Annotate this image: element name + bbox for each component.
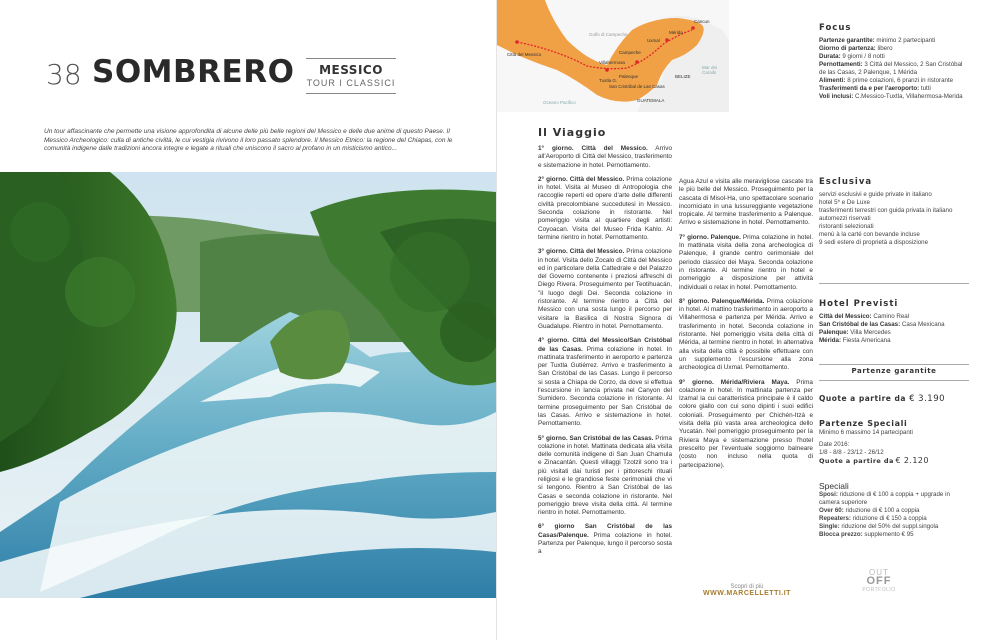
speciali-item-key: Single:	[819, 523, 840, 530]
itinerary-day	[679, 298, 813, 373]
focus-item-key: Durata:	[819, 53, 841, 60]
day-text: Agua Azul e visita alle meravigliose cascate tra le più belle del Messico. Proseguimento per la cascata di Misol-Ha, uno spettacolare scenario incorniciato in una lussureggiante vegetazione tropicale. Al termine trasferimento a Palenque. Arrivo e sistemazione in hotel. Pernottamento.	[679, 178, 813, 227]
hotel-item	[819, 329, 969, 337]
day-heading: 3° giorno. Città del Messico.	[538, 248, 625, 256]
day-text: Prima colazione in hotel. In mattinata visita della zona archeologica di Palenque, il grande centro cerimoniale del periodo classico dei Maya. Seconda colazione in ristorante. Al termine rientro in hotel e pomeriggio a disposizione per attività individuali o relax in hotel. Pernottamento.	[679, 233, 813, 291]
date-label: Date 2016:	[819, 441, 850, 448]
map-label-palenque: Palenque	[619, 74, 639, 79]
focus-item	[819, 77, 969, 85]
day-text: Prima colazione in hotel. Partenza per Palenque, lungo il percorso sosta a	[538, 531, 672, 556]
hotel-item-value: Casa Mexicana	[900, 321, 945, 328]
esclusiva-title: Esclusiva	[819, 177, 873, 187]
esclusiva-item: ristoranti selezionati	[819, 223, 874, 230]
speciali-item	[819, 491, 971, 507]
speciali-item-key: Repeaters:	[819, 515, 851, 522]
speciali-item	[819, 507, 971, 515]
quote-line	[819, 394, 945, 404]
focus-item-value: 8 prime colazioni, 6 pranzi in ristorante	[845, 77, 954, 84]
focus-item	[819, 93, 969, 101]
day-heading: 7° giorno. Palenque.	[679, 233, 741, 241]
day-text: Prima colazione in hotel. In mattinata trasferimento in aeroporto e partenza per Tuxtla Gutiérrez. Arrivo e trasferimento a San Cristóbal de las Casas. Lungo il percorso si sosta a Chiapa de Corzo, da dove si effettua l'escursione in lancia privata nel Canyon del Sumidero. Seconda colazione in ristorante. Al termine proseguimento per San Cristóbal de las Casas. Arrivo e sistemazione in hotel. Pernottamento.	[538, 345, 672, 428]
esclusiva-item: automezzi riservati	[819, 215, 871, 222]
focus-title: Focus	[819, 23, 852, 33]
route-map	[497, 0, 729, 112]
day-heading: 4° giorno. Città del Messico/San Cristóbal de las Casas.	[538, 337, 672, 353]
day-text: Prima colazione in hotel. Visita dello Zocalo di Città del Messico ed in particolare della Cattedrale e del Palazzo del Governo contenente i preziosi affreschi di Diego Rivera. Proseguimento per Teotihuacán, "il luogo degli Dei. Seconda colazione in ristorante. Al termine rientro a Città del Messico con una sosta lungo il percorso per visitare la Basilica di Nostra Signora di Guadalupe. Rientro in hotel. Pernottamento.	[538, 248, 672, 330]
day-text: Prima colazione in hotel. Al mattino trasferimento in aeroporto a Villahermosa e partenza per Mérida. Arrivo e trasferimento in hotel. Seconda colazione in ristorante. Nel pomeriggio visita della città di Mérida, al termine rientro in hotel. In alternativa alla visita della città è possibile effettuare con un supplemento l'escursione alla zona archeologica di Uxmal. Pernottamento.	[679, 297, 813, 372]
speciali-quote-label: Quote a partire da	[819, 457, 894, 465]
hotel-title: Hotel Previsti	[819, 299, 899, 309]
itinerary-day	[538, 176, 672, 242]
focus-item	[819, 37, 969, 45]
speciali-item	[819, 523, 971, 531]
divider	[819, 380, 969, 381]
itinerary-day	[538, 145, 672, 170]
tour-label-box	[306, 58, 396, 94]
speciali-item-key: Over 60:	[819, 507, 844, 514]
hotel-item	[819, 313, 969, 321]
esclusiva-item: trasferimenti terrestri con guida privata in italiano	[819, 207, 953, 214]
hotel-item-key: Palenque:	[819, 329, 849, 336]
brand-title: SOMBRERO	[92, 54, 295, 90]
hotel-item-key: Città del Messico:	[819, 313, 872, 320]
focus-item-key: Trasferimenti da e per l'aeroporto:	[819, 85, 920, 92]
focus-item	[819, 85, 969, 93]
focus-item	[819, 53, 969, 61]
right-page	[496, 0, 992, 640]
focus-item-key: Pernottamenti:	[819, 61, 863, 68]
focus-item-value: minimo 2 partecipanti	[874, 37, 936, 44]
partenze-garantite-title: Partenze garantite	[851, 367, 937, 375]
hotel-item-value: Camino Real	[871, 313, 910, 320]
hotel-item	[819, 321, 969, 329]
tour-type: TOUR I CLASSICI	[306, 78, 396, 88]
itinerary-day	[538, 523, 672, 556]
map-label-villahermosa: Villahermosa	[599, 60, 625, 65]
speciali-item-value: riduzione del 50% del suppl.singola	[839, 523, 939, 530]
map-label-mexico-city: Città del Messico	[507, 52, 542, 57]
focus-item-key: Partenze garantite:	[819, 37, 875, 44]
itinerary-column-2	[679, 178, 813, 476]
focus-item-key: Voli inclusi:	[819, 93, 854, 100]
itinerary-day	[679, 379, 813, 470]
waterfall-photo	[0, 172, 496, 598]
focus-item-value: libero	[875, 45, 893, 52]
itinerary-day	[679, 178, 813, 228]
focus-section	[819, 24, 969, 101]
day-text: Prima colazione in hotel. Visita al Museo di Antropologia che raccoglie reperti ed opere d'arte delle differenti civiltà precolombiane succedutesi in Messico. Seconda colazione in ristorante. Nel pomeriggio visita al quartiere degli artisti: Coyoacan. Visita del Museo Frida Kahlo. Al termine rientro in hotel. Pernottamento.	[538, 175, 672, 241]
hotel-item	[819, 337, 969, 345]
day-heading: 1° giorno. Città del Messico.	[538, 145, 648, 152]
map-label-belize: BELIZE	[675, 74, 691, 79]
focus-item-key: Alimenti:	[819, 77, 846, 84]
intro-text: Un tour affascinante che permette una visione approfondita di alcune delle più belle regioni del Messico e delle due anime di questo Paese. Il Messico Archeologico: culla di antiche civiltà, le cui vestigia rivivono il loro passato splendore. Il Messico Etnico: la regione del Chiapas, con le comunità indigene dalle tradizioni ancora integre e legate a rituali che uniscono il sacro al profano in un misticismo antico...	[44, 128, 453, 152]
hotel-section	[819, 300, 969, 345]
website-link[interactable]: WWW.MARCELLETTI.IT	[703, 590, 791, 597]
itinerary-day	[538, 248, 672, 331]
speciali-item-value: riduzione di € 100 a coppia	[843, 507, 920, 514]
speciali-item-value: supplemento € 95	[862, 531, 914, 538]
page-number: 38	[46, 58, 82, 91]
hotel-item-key: San Cristóbal de las Casas:	[819, 321, 901, 328]
logo-line-2: OFF	[866, 575, 892, 587]
map-label-uxmal: Uxmal	[647, 38, 660, 43]
speciali-item	[819, 531, 971, 539]
speciali-item	[819, 515, 971, 523]
day-heading: 6° giorno San Cristóbal de las Casas/Palenque.	[538, 523, 672, 539]
itinerary-day	[679, 234, 813, 292]
focus-item-key: Giorno di partenza:	[819, 45, 876, 52]
speciali-item-value: riduzione di € 150 a coppia	[850, 515, 927, 522]
itinerary-day	[538, 435, 672, 518]
speciali-item-key: Blocca prezzo:	[819, 531, 863, 538]
logo-line-3: PORTFOLIO	[862, 587, 896, 593]
speciali-quote-price: € 2.120	[895, 456, 929, 465]
map-label-gulf: Golfo di Campeche	[589, 32, 628, 37]
focus-item-value: tutti	[919, 85, 931, 92]
focus-item-value: 3 Città del Messico, 2 San Cristóbal de las Casas, 2 Palenque, 1 Mérida	[819, 61, 963, 76]
day-text: Prima colazione in hotel. In mattinata partenza per Izamal la cui caratteristica principale è il caldo colore giallo con cui sono dipinti i suoi edifici coloniali. Proseguimento per Chichén-Itzá e visita della più vasta area archeologica dello Yucatán. Nel pomeriggio proseguimento per la Riviera Maya e sistemazione presso l'hotel prescelto per l'eventuale soggiorno balneare (costo non incluso nella quota di partecipazione).	[679, 378, 813, 469]
logo-line-1: OUT	[869, 568, 889, 577]
speciali-min: Minimo 6 massimo 14 partecipanti	[819, 429, 913, 436]
map-label-merida: Mérida	[669, 30, 683, 35]
outoff-logo	[859, 568, 899, 595]
scopri-text: Scopri di più	[730, 584, 764, 590]
map-label-pacific: Oceano Pacifico	[543, 100, 576, 105]
speciali-item-value: riduzione di € 100 a coppia + upgrade in camera superiore	[819, 491, 950, 506]
focus-item	[819, 45, 969, 53]
day-heading: 9° giorno. Mérida/Riviera Maya.	[679, 378, 790, 386]
tour-country: MESSICO	[319, 63, 383, 77]
day-heading: 2° giorno. Città del Messico.	[538, 175, 625, 183]
itinerary-day	[538, 337, 672, 428]
focus-item-value: C.Messico-Tuxtla, Villahermosa-Merida	[853, 93, 963, 100]
map-label-san-cristobal: San Cristóbal de Las Casas	[609, 84, 665, 89]
map-label-tuxtla: Tuxtla G.	[599, 78, 618, 83]
itinerary-column-1	[538, 145, 672, 563]
date-list: 1/8 - 8/8 - 23/12 - 26/12	[819, 449, 884, 456]
hotel-item-key: Mérida:	[819, 337, 842, 344]
quote-price: € 3.190	[909, 394, 946, 404]
speciali-section	[819, 482, 971, 539]
esclusiva-section	[819, 178, 969, 247]
esclusiva-item: 9 sedi estere di proprietà a disposizione	[819, 239, 929, 246]
map-label-campeche: Campeche	[619, 50, 641, 55]
partenze-speciali-section	[819, 420, 971, 466]
divider	[819, 364, 969, 365]
scopri-block	[695, 584, 799, 597]
hotel-item-value: Villa Mercedes	[848, 329, 891, 336]
itinerary-title: Il Viaggio	[538, 126, 607, 139]
day-text: Arrivo all'Aeroporto di Città del Messico, trasferimento e sistemazione in hotel. Pernottamento.	[538, 145, 672, 169]
partenze-speciali-title: Partenze Speciali	[819, 419, 908, 428]
day-heading: 5° giorno. San Cristóbal de las Casas.	[538, 434, 654, 442]
esclusiva-item: servizi esclusivi e guide private in italiano	[819, 191, 932, 198]
focus-item	[819, 61, 969, 77]
hotel-item-value: Fiesta Americana	[841, 337, 891, 344]
map-label-cancun: Cancun	[694, 19, 710, 24]
day-heading: 8° giorno. Palenque/Mérida.	[679, 297, 765, 305]
esclusiva-item: menù à la carté con bevande incluse	[819, 231, 920, 238]
quote-label: Quote a partire da	[819, 394, 906, 403]
speciali-title: Speciali	[819, 481, 849, 491]
map-label-caribbean: Mar dei Caraibi	[702, 65, 718, 75]
divider	[819, 283, 969, 284]
speciali-item-key: Sposi:	[819, 491, 838, 498]
map-label-guatemala: GUATEMALA	[637, 98, 665, 103]
day-text: Prima colazione in hotel. Mattinata dedicata alla visita delle comunità indigene di San Juan Chamula e Zinacantán. Questi villaggi Tzotzil sono tra i più visitati dai turisti per i pittoreschi rituali religiosi e le grandiose feste cerimoniali che vi si tengono. Rientro a San Cristóbal de las Casas e seconda colazione in ristorante. Nel pomeriggio breve visita della città. Al termine rientro in hotel. Pernottamento.	[538, 434, 672, 517]
focus-item-value: 9 giorni / 8 notti	[840, 53, 885, 60]
esclusiva-item: hotel 5* e De Luxe	[819, 199, 870, 206]
